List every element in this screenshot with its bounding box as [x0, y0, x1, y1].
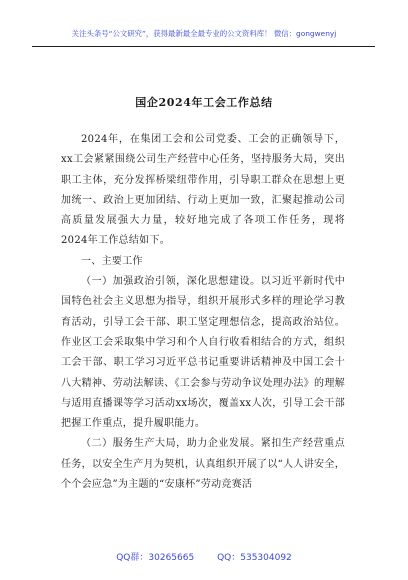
document-title: 国企2024年工会工作总结	[135, 96, 273, 109]
paragraph-intro: 2024年，在集团工会和公司党委、工会的正确领导下，xx工会紧紧围绕公司生产经营中心任务，坚持服务大局，突出职工主体，充分发挥桥梁纽带作用，引导职工群众在思想上更加统一、政治上更加团结、行动上更加一致，汇聚起推动公司高质量发展强大力量，较好地完成了各项工作任务，现将2024年工作总结如下。	[61, 134, 345, 247]
section-heading: 一、主要工作	[81, 255, 143, 267]
header-banner: 关注头条号“公文研究”，获得最新最全最专业的公文资料库！ 微信：gongwenyj	[71, 29, 337, 38]
page-footer	[0, 550, 408, 563]
page-header	[0, 0, 408, 39]
document-body	[61, 130, 345, 495]
header-divider	[32, 46, 375, 47]
footer-qq-group: QQ群：30265665	[116, 553, 195, 563]
footer-qq: QQ：535304092	[217, 553, 292, 563]
paragraph-political: （一）加强政治引领，深化思想建设。以习近平新时代中国特色社会主义思想为指导，组织开展形式多样的理论学习教育活动，引导工会干部、职工坚定理想信念，提高政治站位。作业区工会采取集中学习和个人自行收看相结合的方式，组织工会干部、职工学习习近平总书记重要讲话精神及中国工会十八大精神、劳动法解读、《工会参与劳动争议处理办法》的理解与适用直播课等学习活动xx场次，覆盖xx人次，引导工会干部把握工作重点，提升履职能力。	[61, 276, 345, 430]
paragraph-production: （二）服务生产大局，助力企业发展。紧扣生产经营重点任务，以安全生产月为契机，认真组织开展了以“人人讲安全，个个会应急”为主题的“安康杯”劳动竞赛活	[61, 438, 345, 491]
